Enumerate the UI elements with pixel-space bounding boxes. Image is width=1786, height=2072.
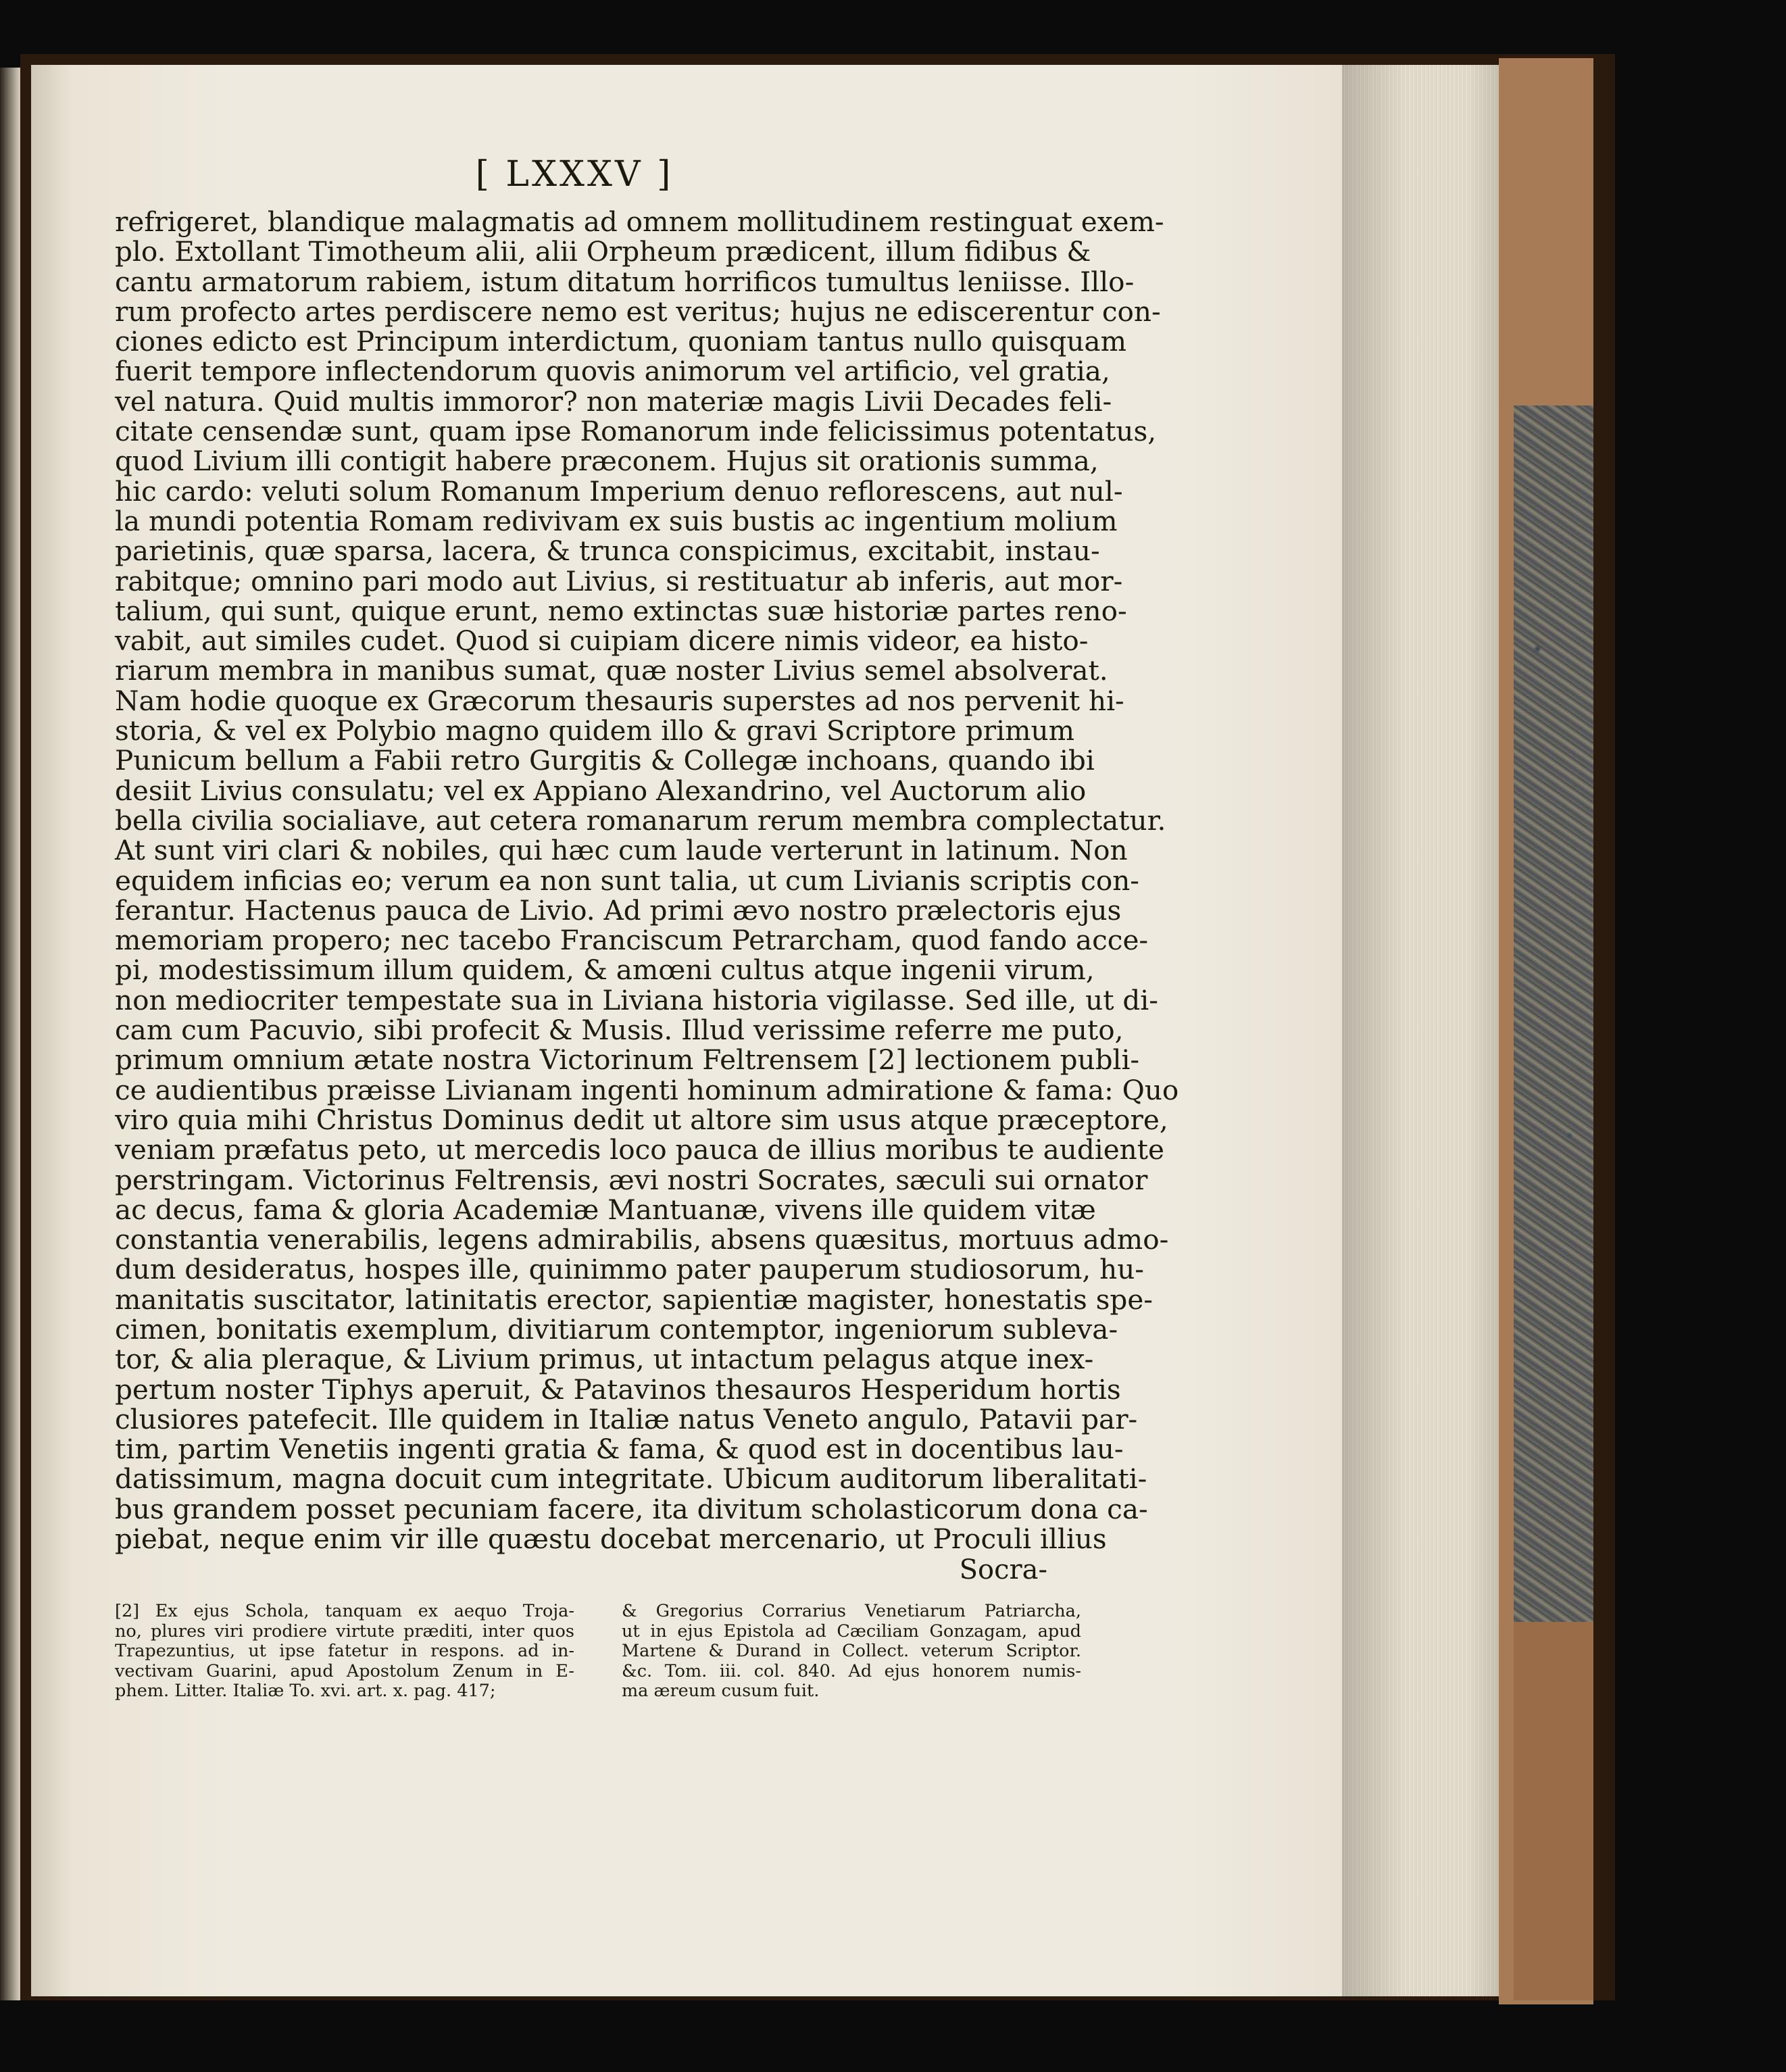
text-line: ciones edicto est Principum interdictum, quoniam tantus nullo quisquam xyxy=(115,325,1126,358)
text-line: constantia venerabilis, legens admirabilis, absens quæsitus, mortuus admo- xyxy=(115,1223,1169,1256)
text-line: Nam hodie quoque ex Græcorum thesauris superstes ad nos pervenit hi- xyxy=(115,684,1124,717)
text-line: ut in ejus Epistola ad Cæciliam Gonzagam, apud xyxy=(622,1621,1081,1642)
text-line: ce audientibus præisse Livianam ingenti hominum admiratione & fama: Quo xyxy=(115,1073,1179,1106)
text-line: primum omnium ætate nostra Victorinum Feltrensem [2] lectionem publi- xyxy=(115,1043,1140,1077)
text-line: & Gregorius Corrarius Venetiarum Patriarcha, xyxy=(622,1601,1081,1621)
text-line: memoriam propero; nec tacebo Franciscum Petrarcham, quod fando acce- xyxy=(115,924,1149,957)
text-line: cantu armatorum rabiem, istum ditatum horrificos tumultus leniisse. Illo- xyxy=(115,265,1135,298)
text-line: bella civilia socialiave, aut cetera romanarum rerum membra complectatur. xyxy=(115,804,1166,837)
text-line: [2] Ex ejus Schola, tanquam ex aequo Troja- xyxy=(115,1601,574,1621)
text-line: clusiores patefecit. Ille quidem in Italiæ natus Veneto angulo, Patavii par- xyxy=(115,1402,1138,1435)
catchword: Socra- xyxy=(959,1554,1047,1585)
text-line: non mediocriter tempestate sua in Liviana historia vigilasse. Sed ille, ut di- xyxy=(115,983,1158,1016)
footnote-left-column xyxy=(115,1602,574,1702)
text-line: plo. Extollant Timotheum alii, alii Orpheum prædicent, illum fidibus & xyxy=(115,235,1091,268)
leather-corner xyxy=(1514,1622,1593,2000)
text-line: hic cardo: veluti solum Romanum Imperium denuo reflorescens, aut nul- xyxy=(115,474,1123,508)
text-line: Martene & Durand in Collect. veterum Scriptor. xyxy=(622,1641,1081,1661)
text-line: bus grandem posset pecuniam facere, ita divitum scholasticorum dona ca- xyxy=(115,1492,1148,1525)
text-line: no, plures viri prodiere virtute præditi, inter quos xyxy=(115,1621,574,1642)
page-block-shadow xyxy=(1342,65,1499,1996)
text-line: refrigeret, blandique malagmatis ad omnem mollitudinem restinguat exem- xyxy=(115,205,1164,238)
text-line: piebat, neque enim vir ille quæstu docebat mercenario, ut Proculi illius xyxy=(115,1523,1107,1556)
marbled-cover xyxy=(1514,405,1593,1622)
text-line: storia, & vel ex Polybio magno quidem illo & gravi Scriptore primum xyxy=(115,714,1074,747)
text-line: riarum membra in manibus sumat, quæ noster Livius semel absolverat. xyxy=(115,654,1108,687)
text-line: la mundi potentia Romam redivivam ex suis bustis ac ingentium molium xyxy=(115,504,1118,537)
text-line: dum desideratus, hospes ille, quinimmo pater pauperum studiosorum, hu- xyxy=(115,1253,1144,1286)
text-line: viro quia mihi Christus Dominus dedit ut altore sim usus atque præceptore, xyxy=(115,1103,1168,1136)
text-line: &c. Tom. iii. col. 840. Ad ejus honorem numis- xyxy=(622,1660,1081,1681)
text-line: ac decus, fama & gloria Academiæ Mantuanæ, vivens ille quidem vitæ xyxy=(115,1193,1096,1226)
text-line: vectivam Guarini, apud Apostolum Zenum in E- xyxy=(115,1660,574,1681)
text-line: manitatis suscitator, latinitatis erector, sapientiæ magister, honestatis spe- xyxy=(115,1283,1153,1316)
text-line: Trapezuntius, ut ipse fatetur in respons. ad in- xyxy=(115,1641,574,1661)
text-line: desiit Livius consulatu; vel ex Appiano Alexandrino, vel Auctorum alio xyxy=(115,774,1087,807)
text-line: quod Livium illi contigit habere præconem. Hujus sit orationis summa, xyxy=(115,445,1099,478)
text-line: At sunt viri clari & nobiles, qui hæc cum laude verterunt in latinum. Non xyxy=(115,834,1128,867)
text-line: veniam præfatus peto, ut mercedis loco pauca de illius moribus te audiente xyxy=(115,1133,1165,1166)
footnote-right-column xyxy=(622,1602,1081,1702)
text-line: ma æreum cusum fuit. xyxy=(622,1681,820,1701)
text-line: cam cum Pacuvio, sibi profecit & Musis. Illud verissime referre me puto, xyxy=(115,1014,1124,1047)
page-number-header: [ LXXXV ] xyxy=(475,154,674,195)
text-line: pertum noster Tiphys aperuit, & Patavinos thesauros Hesperidum hortis xyxy=(115,1373,1121,1406)
text-line: talium, qui sunt, quique erunt, nemo extinctas suæ historiæ partes reno- xyxy=(115,594,1127,627)
text-line: vabit, aut similes cudet. Quod si cuipiam dicere nimis videor, ea histo- xyxy=(115,624,1089,658)
text-line: ferantur. Hactenus pauca de Livio. Ad primi ævo nostro prælectoris ejus xyxy=(115,893,1122,927)
text-line: Punicum bellum a Fabii retro Gurgitis & Collegæ inchoans, quando ibi xyxy=(115,744,1095,777)
body-text xyxy=(115,205,1179,1556)
text-line: vel natura. Quid multis immoror? non materiæ magis Livii Decades feli- xyxy=(115,385,1112,418)
text-line: cimen, bonitatis exemplum, divitiarum contemptor, ingeniorum subleva- xyxy=(115,1312,1118,1346)
text-line: datissimum, magna docuit cum integritate. Ubicum auditorum liberalitati- xyxy=(115,1462,1147,1496)
text-line: equidem inficias eo; verum ea non sunt talia, ut cum Livianis scriptis con- xyxy=(115,864,1139,897)
text-line: tor, & alia pleraque, & Livium primus, ut intactum pelagus atque inex- xyxy=(115,1343,1094,1376)
text-line: citate censendæ sunt, quam ipse Romanorum inde felicissimus potentatus, xyxy=(115,415,1157,448)
text-line: rabitque; omnino pari modo aut Livius, si restituatur ab inferis, aut mor- xyxy=(115,564,1123,597)
text-line: pi, modestissimum illum quidem, & amœni cultus atque ingenii virum, xyxy=(115,954,1095,987)
text-line: fuerit tempore inflectendorum quovis animorum vel artificio, vel gratia, xyxy=(115,355,1110,388)
text-line: phem. Litter. Italiæ To. xvi. art. x. pag. 417; xyxy=(115,1681,496,1701)
text-line: parietinis, quæ sparsa, lacera, & trunca conspicimus, excitabit, instau- xyxy=(115,535,1100,568)
footnotes xyxy=(115,1602,1081,1702)
text-line: tim, partim Venetiis ingenti gratia & fama, & quod est in docentibus lau- xyxy=(115,1433,1124,1466)
text-line: perstringam. Victorinus Feltrensis, ævi nostri Socrates, sæculi sui ornator xyxy=(115,1163,1148,1196)
text-line: rum profecto artes perdiscere nemo est veritus; hujus ne ediscerentur con- xyxy=(115,295,1161,328)
